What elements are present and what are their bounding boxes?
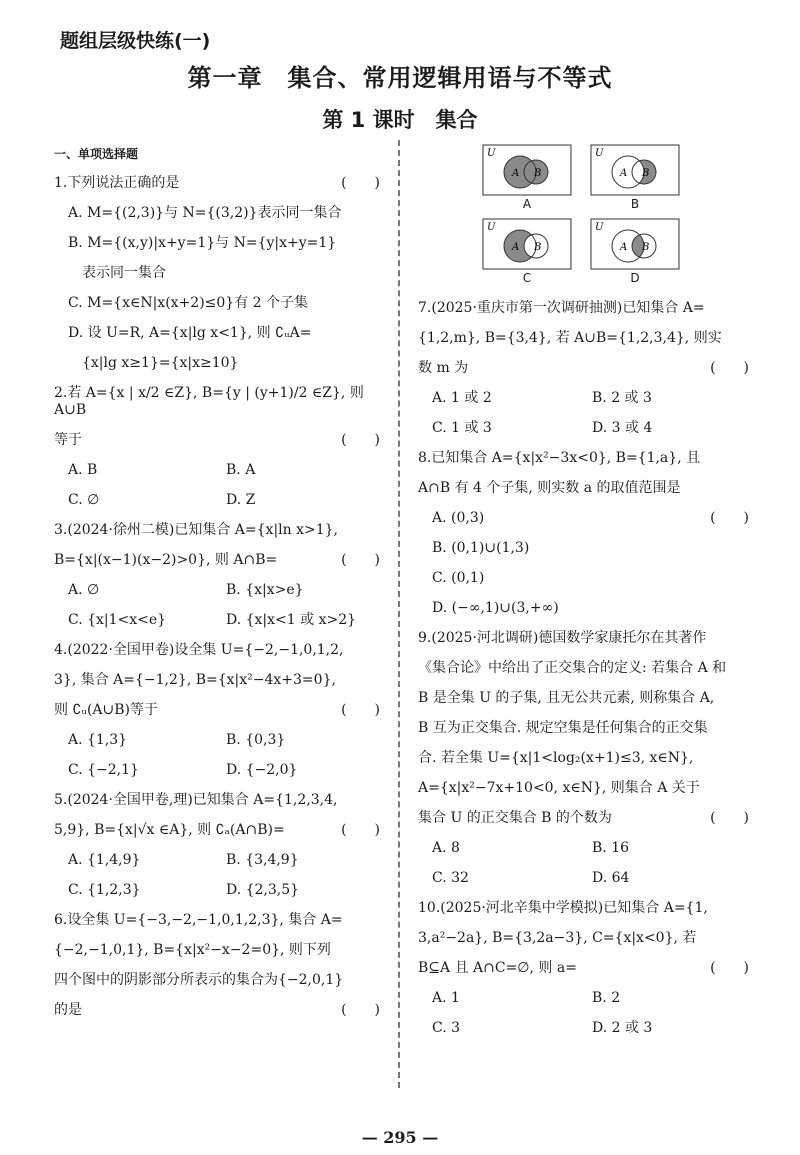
venn-caption: A (522, 197, 532, 211)
question-stem-line: 3.(2024·徐州二模)已知集合 A={x|ln x>1}, (54, 522, 339, 538)
option[interactable]: B. 2 (592, 990, 621, 1006)
question-stem (54, 792, 384, 839)
question-item (54, 792, 384, 899)
question-item (418, 900, 753, 1037)
section-title: 一、单项选择题 (54, 147, 139, 161)
option[interactable]: B. {x|x>e} (226, 582, 304, 598)
option[interactable]: A. {1,4,9} (68, 852, 141, 868)
option[interactable]: D. 3 或 4 (592, 420, 653, 436)
option-row (54, 492, 384, 509)
option-row (418, 390, 753, 407)
answer-paren[interactable]: ( ) (341, 175, 380, 191)
option-row (54, 762, 384, 779)
venn-panel (590, 144, 680, 212)
option[interactable]: D. (−∞,1)∪(3,+∞) (432, 600, 559, 616)
option[interactable]: B. 16 (592, 840, 630, 856)
question-stem-line: 1.下列说法正确的是 (54, 175, 180, 191)
option[interactable]: B. {3,4,9} (226, 852, 299, 868)
option[interactable]: C. {−2,1} (68, 762, 139, 778)
venn-label-u: U (487, 222, 496, 233)
question-stem-line: 的是 (54, 1002, 82, 1018)
venn-label-b: B (534, 168, 542, 179)
option[interactable]: {x|lg x≥1}={x|x≥10} (68, 355, 239, 371)
option[interactable]: C. 1 或 3 (432, 420, 492, 436)
venn-label-b: B (534, 242, 542, 253)
question-item (418, 300, 753, 437)
option[interactable]: C. M={x∈N|x(x+2)≤0}有 2 个子集 (68, 295, 309, 311)
venn-label-a: A (512, 242, 520, 253)
option[interactable]: C. {x|1<x<e} (68, 612, 167, 628)
option[interactable]: C. 32 (432, 870, 469, 886)
option[interactable]: D. 设 U=R, A={x|lg x<1}, 则 ∁ᵤA= (68, 325, 312, 341)
practice-title: 题组层级快练(一) (60, 30, 211, 52)
venn-diagram-grid (474, 138, 686, 288)
question-stem (54, 385, 384, 449)
question-stem-line: A={x|x²−7x+10<0, x∈N}, 则集合 A 关于 (418, 780, 700, 796)
question-stem (54, 642, 384, 719)
question-stem-line: 《集合论》中给出了正交集合的定义: 若集合 A 和 (418, 660, 727, 676)
option-row (54, 582, 384, 599)
option[interactable]: B. M={(x,y)|x+y=1}与 N={y|x+y=1} (68, 235, 337, 251)
question-stem (418, 630, 753, 827)
question-item (54, 385, 384, 509)
option[interactable]: A. 8 (432, 840, 460, 856)
question-stem-line: B 互为正交集合. 规定空集是任何集合的正交集 (418, 720, 708, 736)
question-stem-line: {1,2,m}, B={3,4}, 若 A∪B={1,2,3,4}, 则实 (418, 330, 722, 346)
venn-label-u: U (595, 148, 604, 159)
option[interactable]: D. {x|x<1 或 x>2} (226, 612, 357, 628)
question-stem (418, 300, 753, 377)
option-row (54, 852, 384, 869)
option-row (54, 882, 384, 899)
question-stem-line: 3}, 集合 A={−1,2}, B={x|x²−4x+3=0}, (54, 672, 336, 688)
question-stem-line: 集合 U 的正交集合 B 的个数为 (418, 810, 612, 826)
option[interactable]: D. Z (226, 492, 256, 508)
answer-paren[interactable]: ( ) (710, 360, 749, 376)
right-column (418, 300, 753, 1050)
question-item (418, 630, 753, 887)
question-item (54, 642, 384, 779)
venn-label-u: U (487, 148, 496, 159)
venn-diagram (590, 218, 680, 270)
question-stem-line: 6.设全集 U={−3,−2,−1,0,1,2,3}, 集合 A= (54, 912, 343, 928)
option-row (54, 462, 384, 479)
option[interactable]: D. {2,3,5} (226, 882, 300, 898)
venn-caption: D (630, 271, 640, 285)
venn-panel (482, 218, 572, 286)
question-stem (54, 175, 384, 192)
question-stem-line: B⊆A 且 A∩C=∅, 则 a= (418, 960, 577, 976)
venn-diagram (482, 218, 572, 270)
lesson-title: 第 1 课时 集合 (322, 108, 478, 132)
answer-paren[interactable]: ( ) (341, 702, 380, 718)
venn-label-a: A (620, 242, 628, 253)
option[interactable]: D. 64 (592, 870, 630, 886)
venn-diagram (482, 144, 572, 196)
answer-paren[interactable]: ( ) (341, 1002, 380, 1018)
question-stem-line: 等于 (54, 432, 82, 448)
question-stem-line: A∩B 有 4 个子集, 则实数 a 的取值范围是 (418, 480, 681, 496)
option-row (418, 990, 753, 1007)
venn-label-u: U (595, 222, 604, 233)
venn-panel (482, 144, 572, 212)
option[interactable]: D. {−2,0} (226, 762, 298, 778)
venn-label-b: B (642, 242, 650, 253)
venn-label-a: A (620, 168, 628, 179)
answer-paren[interactable]: ( ) (710, 810, 749, 826)
question-stem-line: 8.已知集合 A={x|x²−3x<0}, B={1,a}, 且 (418, 450, 701, 466)
option[interactable]: C. 3 (432, 1020, 461, 1036)
question-stem-line: B 是全集 U 的子集, 且无公共元素, 则称集合 A, (418, 690, 715, 706)
question-item (54, 522, 384, 629)
venn-label-b: B (642, 168, 650, 179)
question-stem (54, 912, 384, 1019)
option-row (418, 420, 753, 437)
venn-diagram (590, 144, 680, 196)
option[interactable]: D. 2 或 3 (592, 1020, 653, 1036)
question-stem-line: {−2,−1,0,1}, B={x|x²−x−2=0}, 则下列 (54, 942, 331, 958)
chapter-title: 第一章 集合、常用逻辑用语与不等式 (187, 64, 613, 92)
option-row (418, 840, 753, 857)
option[interactable]: C. {1,2,3} (68, 882, 141, 898)
question-stem-line: 7.(2025·重庆市第一次调研抽测)已知集合 A= (418, 300, 705, 316)
question-item (54, 912, 384, 1019)
option-row (54, 612, 384, 629)
question-stem-line: B={x|(x−1)(x−2)>0}, 则 A∩B= (54, 552, 278, 568)
answer-paren[interactable]: ( ) (341, 552, 380, 568)
option[interactable]: A. M={(2,3)}与 N={(3,2)}表示同一集合 (68, 205, 342, 221)
question-stem-line: 数 m 为 (418, 360, 469, 376)
question-stem-line: 合. 若全集 U={x|1<log₂(x+1)≤3, x∈N}, (418, 750, 694, 766)
option[interactable]: A. (0,3) (432, 510, 485, 526)
question-stem-line: 9.(2025·河北调研)德国数学家康托尔在其著作 (418, 630, 707, 646)
question-stem-line: 2.若 A={x | x/2 ∈Z}, B={y | (y+1)/2 ∈Z}, 则 A∪B (54, 385, 364, 418)
question-stem-line: 4.(2022·全国甲卷)设全集 U={−2,−1,0,1,2, (54, 642, 344, 658)
question-stem (418, 900, 753, 977)
question-stem (54, 522, 384, 569)
option[interactable]: A. 1 (432, 990, 460, 1006)
page-number: — 295 — (361, 1128, 439, 1147)
option[interactable]: B. A (226, 462, 256, 478)
question-stem-line: 5,9}, B={x|√x ∈A}, 则 ∁ₐ(A∩B)= (54, 822, 285, 838)
question-item (418, 450, 753, 617)
answer-paren[interactable]: ( ) (710, 510, 749, 526)
venn-caption: B (630, 197, 640, 211)
question-stem-line: 3,a²−2a}, B={3,2a−3}, C={x|x<0}, 若 (418, 930, 697, 946)
option[interactable]: A. ∅ (68, 582, 100, 598)
option-row (418, 870, 753, 887)
column-divider (398, 140, 400, 1088)
question-list-right (418, 300, 753, 1037)
question-list-left (54, 175, 384, 1019)
answer-paren[interactable]: ( ) (341, 822, 380, 838)
option[interactable]: B. {0,3} (226, 732, 286, 748)
venn-label-a: A (512, 168, 520, 179)
option[interactable]: A. 1 或 2 (432, 390, 492, 406)
option-row (418, 1020, 753, 1037)
question-stem-line: 则 ∁ᵤ(A∪B)等于 (54, 702, 158, 718)
venn-panel (590, 218, 680, 286)
answer-paren[interactable]: ( ) (710, 960, 749, 976)
left-column (54, 146, 384, 1032)
question-stem-line: 5.(2024·全国甲卷,理)已知集合 A={1,2,3,4, (54, 792, 338, 808)
option[interactable]: C. (0,1) (432, 570, 485, 586)
option-row (54, 732, 384, 749)
option[interactable]: C. ∅ (68, 492, 100, 508)
option[interactable]: B. 2 或 3 (592, 390, 652, 406)
option[interactable]: A. {1,3} (68, 732, 128, 748)
question-item (54, 175, 384, 372)
question-stem-line: 10.(2025·河北辛集中学模拟)已知集合 A={1, (418, 900, 708, 916)
option[interactable]: B. (0,1)∪(1,3) (432, 540, 530, 556)
option[interactable]: 表示同一集合 (68, 265, 166, 281)
venn-caption: C (522, 271, 532, 285)
answer-paren[interactable]: ( ) (341, 432, 380, 448)
question-stem-line: 四个图中的阴影部分所表示的集合为{−2,0,1} (54, 972, 344, 988)
option[interactable]: A. B (68, 462, 98, 478)
